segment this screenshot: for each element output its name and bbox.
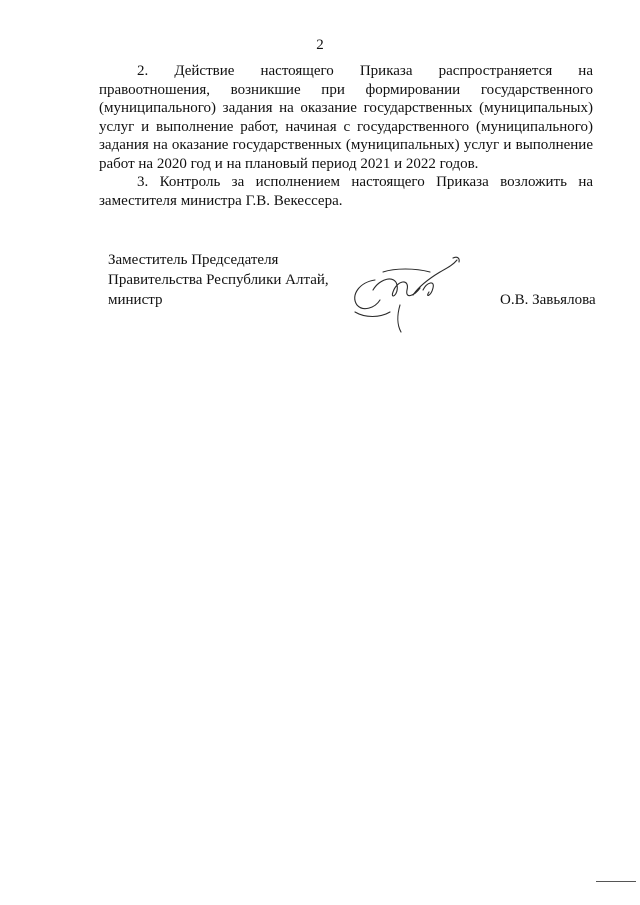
text-line: правоотношения, возникшие при формировании государственного [99,81,593,98]
paragraph-3 [99,173,593,210]
document-body [99,62,593,210]
text-line: заместителя министра Г.В. Векессера. [99,192,343,209]
signer-title [108,250,368,310]
text-line: 2. Действие настоящего Приказа распространяется на [137,63,593,79]
signer-name: О.В. Завьялова [500,292,596,308]
signer-title-line: Правительства Республики Алтай, [108,272,329,288]
paragraph-2 [99,62,593,173]
text-line: (муниципального) задания на оказание государственных (муниципальных) [99,100,593,116]
text-line: задания на оказание государственных (муниципальных) услуг и выполнение [99,137,593,153]
text-line: работ на 2020 год и на плановый период 2021 и 2022 годов. [99,155,479,172]
signature-strokes [355,257,459,332]
text-line: услуг и выполнение работ, начиная с государственного (муниципального) [99,118,593,135]
page-number: 2 [316,37,324,53]
footer-divider [596,881,636,882]
signer-title-line: министр [108,292,163,308]
handwritten-signature [335,250,475,340]
text-line: 3. Контроль за исполнением настоящего Приказа возложить на [137,174,593,190]
signer-title-line: Заместитель Председателя [108,252,279,268]
